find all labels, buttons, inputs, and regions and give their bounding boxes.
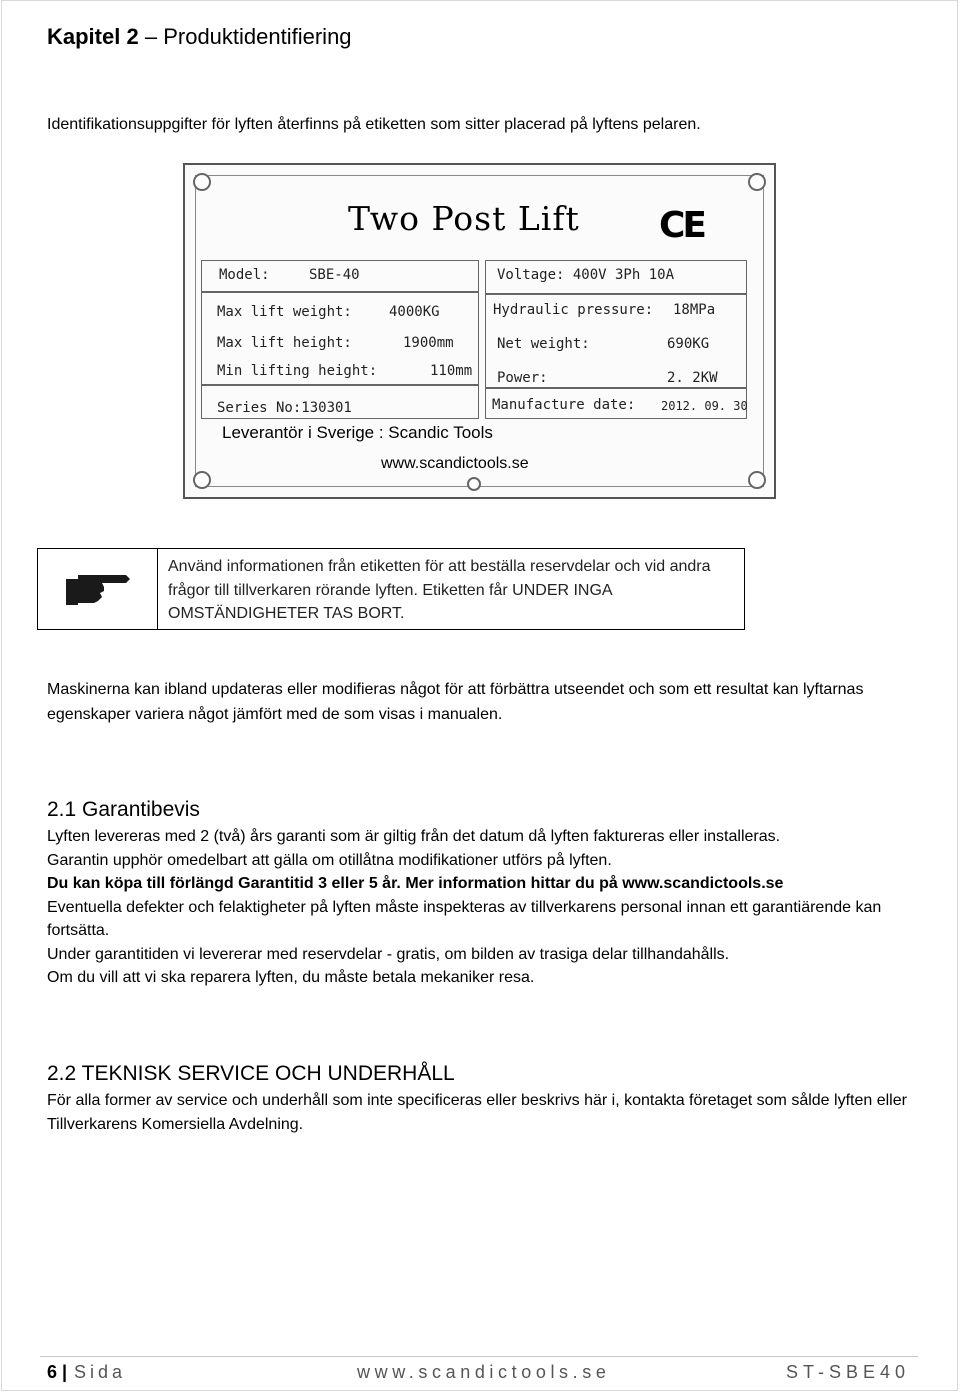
plate-value: 18MPa [673, 302, 716, 318]
plate-value: 4000KG [389, 304, 440, 320]
note-divider [157, 549, 158, 629]
chapter-title: Produktidentifiering [163, 24, 352, 49]
screw-hole-icon [193, 471, 211, 489]
plate-label: Hydraulic pressure: [493, 302, 654, 318]
plate-label: Series No:130301 [217, 400, 352, 416]
footer-divider [40, 1356, 918, 1357]
plate-label: Power: [497, 370, 548, 386]
plate-label: Max lift height: [217, 335, 352, 351]
footer-page-word: Sida [74, 1362, 127, 1382]
warranty-heading: 2.1 Garantibevis [47, 798, 200, 821]
plate-label: Voltage: 400V 3Ph 10A [497, 267, 675, 283]
plate-label: Net weight: [497, 336, 590, 352]
warranty-line: Under garantitiden vi levererar med reservdelar - gratis, om bilden av trasiga delar tillhandahålls. [47, 945, 730, 963]
footer-page-number: 6 [47, 1362, 58, 1382]
plate-value: 1900mm [403, 335, 454, 351]
footer-model: ST-SBE40 [786, 1362, 911, 1382]
service-heading: 2.2 TEKNISK SERVICE OCH UNDERHÅLL [47, 1062, 455, 1085]
warranty-line: Garantin upphör omedelbart att gälla om otillåtna modifikationer utförs på lyften. [47, 851, 612, 869]
ce-mark: CE [659, 205, 705, 246]
plate-label: Manufacture date: [492, 397, 636, 413]
footer-separator: | [62, 1362, 68, 1382]
screw-hole-icon [748, 173, 766, 191]
chapter-dash: – [144, 24, 158, 49]
plate-label: Min lifting height: [217, 363, 378, 379]
warranty-line: Lyften levereras med 2 (två) års garanti som är giltig från det datum då lyften faktureras eller installeras. [47, 828, 781, 845]
plate-value: 690KG [667, 336, 710, 352]
screw-hole-icon [748, 471, 766, 489]
warranty-line: Om du vill att vi ska reparera lyften, du måste betala mekaniker resa. [47, 969, 535, 986]
plate-title: Two Post Lift [348, 199, 580, 238]
service-paragraph: För alla former av service och underhåll som inte specificeras eller beskrivs här i, kontakta företaget som sålde lyften eller Tillverkarens Komersiella Avdelning. [47, 1092, 907, 1133]
footer-website: www.scandictools.se [357, 1362, 611, 1382]
plate-supplier: Leverantör i Sverige : Scandic Tools [222, 423, 493, 442]
screw-hole-icon [467, 477, 481, 491]
identification-plate [183, 163, 776, 499]
plate-label: Model: [219, 267, 270, 283]
screw-hole-icon [193, 173, 211, 191]
chapter-number: Kapitel 2 [47, 24, 139, 49]
plate-value: SBE-40 [309, 267, 360, 283]
warranty-extended-line: Du kan köpa till förlängd Garantitid 3 eller 5 år. Mer information hittar du på www.scandictools.se [47, 875, 784, 892]
pointing-hand-icon [64, 571, 130, 607]
chapter-heading [47, 24, 352, 50]
warranty-line: Eventuella defekter och felaktigheter på lyften måste inspekteras av tillverkarens personal innan ett garantiärende kan fortsätta. [47, 898, 882, 939]
plate-website: www.scandictools.se [381, 455, 529, 472]
note-text: Använd informationen från etiketten för att beställa reservdelar och vid andra frågor till tillverkaren rörande lyften. Etiketten får UNDER INGA OMSTÄNDIGHETER TAS BORT. [168, 558, 711, 622]
plate-value: 2. 2KW [667, 370, 718, 386]
plate-value: 2012. 09. 30 [661, 399, 748, 413]
note-box [37, 548, 745, 630]
plate-label: Max lift weight: [217, 304, 352, 320]
intro-text: Identifikationsuppgifter för lyften återfinns på etiketten som sitter placerad på lyftens pelaren. [47, 116, 701, 133]
plate-value: 110mm [430, 363, 473, 379]
disclaimer-paragraph: Maskinerna kan ibland updateras eller modifieras något för att förbättra utseendet och som ett resultat kan lyftarnas egenskaper variera något jämfört med de som visas i manualen. [47, 681, 864, 723]
warranty-section [47, 825, 927, 990]
